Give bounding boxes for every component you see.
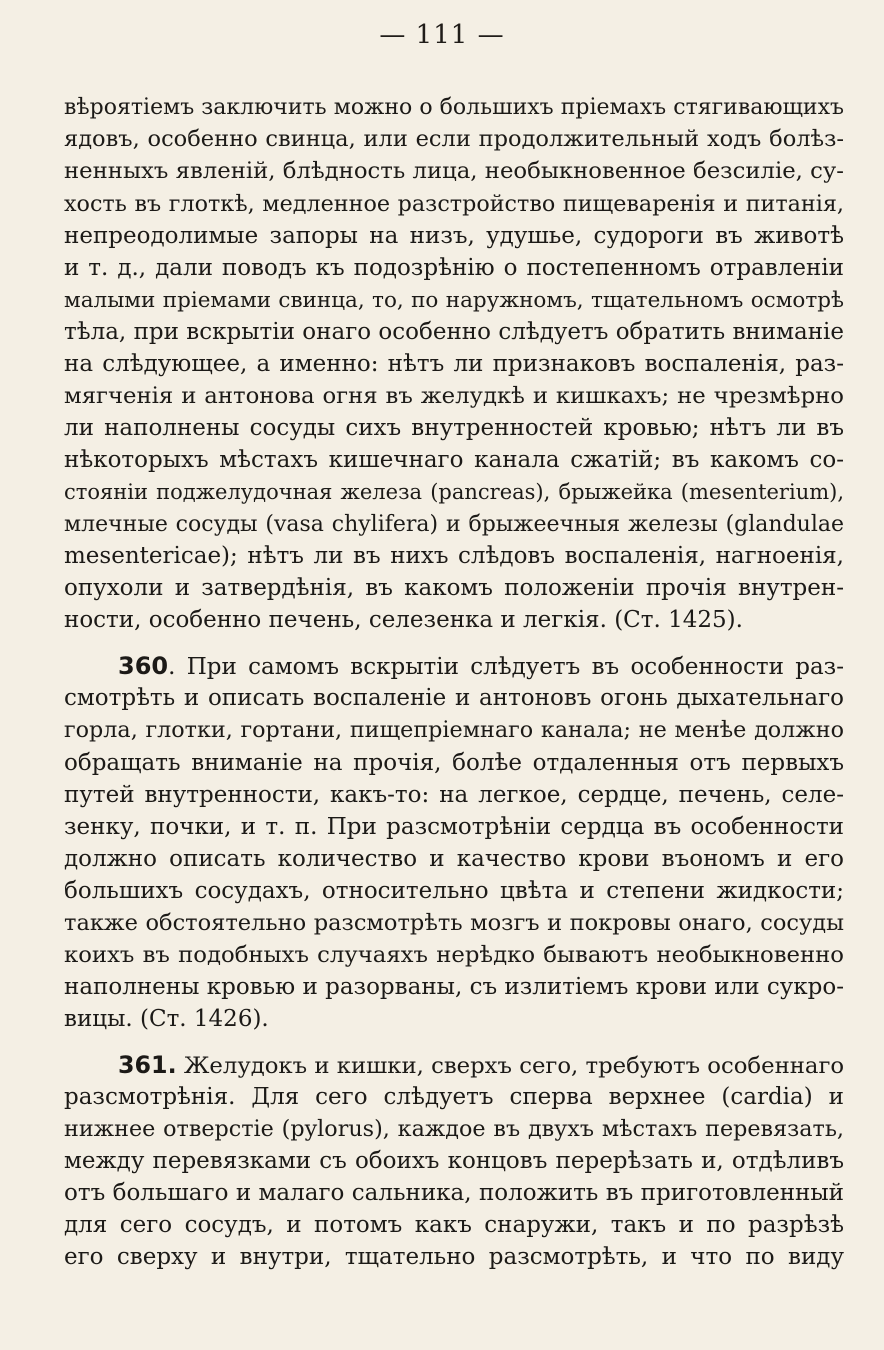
text-line: горла, глотки, гортани, пищепріемнаго канала; не менѣе должно: [64, 717, 844, 743]
text-line: вицы. (Ст. 1426).: [64, 1006, 269, 1032]
text-line: мягченія и антонова огня въ желудкѣ и кишкахъ; не чрезмѣрно: [64, 383, 844, 409]
text-line: хость въ глоткѣ, медленное разстройство пищеваренія и питанія,: [64, 191, 844, 217]
text-line: стояніи поджелудочная железа (pancreas), брыжейка (mesenterium),: [64, 480, 844, 504]
text-line: малыми пріемами свинца, то, по наружномъ, тщательномъ осмотрѣ: [64, 288, 844, 313]
text-line: зенку, почки, и т. п. При разсмотрѣніи сердца въ особенности: [64, 814, 844, 840]
text-line: и т. д., дали поводъ къ подозрѣнію о постепенномъ отравленіи: [64, 255, 844, 281]
text-line: mesentericae); нѣтъ ли въ нихъ слѣдовъ воспаленія, нагноенія,: [64, 543, 844, 569]
page-number: — 111 —: [379, 20, 505, 50]
text-line: также обстоятельно разсмотрѣть мозгъ и покровы онаго, сосуды: [64, 910, 844, 936]
text-line: его сверху и внутри, тщательно разсмотрѣть, и что по виду: [64, 1244, 844, 1270]
paragraph-361-first-line: [64, 1048, 844, 1083]
text-line: смотрѣть и описать воспаленіе и антоновъ огонь дыхательнаго: [64, 685, 844, 711]
text-line: отъ большаго и малаго сальника, положить въ приготовленный: [64, 1180, 844, 1206]
text-line: на слѣдующее, а именно: нѣтъ ли признаковъ воспаленія, раз-: [64, 351, 844, 377]
text-line: между перевязками съ обоихъ концовъ перерѣзать и, отдѣливъ: [64, 1148, 844, 1174]
text-line: млечные сосуды (vasa chylifera) и брыжеечныя железы (glandulae: [64, 512, 844, 537]
text-line: ядовъ, особенно свинца, или если продолжительный ходъ болѣз-: [64, 126, 844, 152]
text-line: вѣроятіемъ заключить можно о большихъ пріемахъ стягивающихъ: [64, 95, 844, 120]
text-line: для сего сосудъ, и потомъ какъ снаружи, такъ и по разрѣзѣ: [64, 1212, 844, 1238]
text-line: нѣкоторыхъ мѣстахъ кишечнаго канала сжатій; въ какомъ со-: [64, 447, 844, 473]
text-line: наполнены кровью и разорваны, съ излитіемъ крови или сукро-: [64, 974, 844, 1000]
text-span: Желудокъ и кишки, сверхъ сего, требуютъ особеннаго: [176, 1053, 845, 1079]
text-line: тѣла, при вскрытіи онаго особенно слѣдуетъ обратить вниманіе: [64, 319, 844, 345]
text-line: ности, особенно печень, селезенка и легкія. (Ст. 1425).: [64, 607, 743, 633]
text-line: коихъ въ подобныхъ случаяхъ нерѣдко бываютъ необыкновенно: [64, 942, 844, 968]
section-number: 360: [118, 652, 169, 680]
text-span: . При самомъ вскрытіи слѣдуетъ въ особенности раз-: [168, 654, 844, 680]
text-line: ненныхъ явленій, блѣдность лица, необыкновенное безсиліе, су-: [64, 158, 844, 184]
text-line: обращать вниманіе на прочія, болѣе отдаленныя отъ первыхъ: [64, 750, 844, 776]
text-line: большихъ сосудахъ, относительно цвѣта и степени жидкости;: [64, 878, 844, 904]
text-line: непреодолимые запоры на низъ, удушье, судороги въ животѣ: [64, 223, 844, 249]
text-line: путей внутренности, какъ-то: на легкое, сердце, печень, селе-: [64, 782, 844, 808]
text-line: должно описать количество и качество крови въономъ и его: [64, 846, 844, 872]
text-line: разсмотрѣнія. Для сего слѣдуетъ сперва верхнее (cardia) и: [64, 1084, 844, 1110]
text-line: нижнее отверстіе (pylorus), каждое въ двухъ мѣстахъ перевязать,: [64, 1116, 844, 1142]
paragraph-360-first-line: [64, 649, 844, 684]
text-line: ли наполнены сосуды сихъ внутренностей кровью; нѣтъ ли въ: [64, 415, 844, 441]
text-line: опухоли и затвердѣнія, въ какомъ положеніи прочія внутрен-: [64, 575, 844, 601]
section-number: 361.: [118, 1051, 177, 1079]
